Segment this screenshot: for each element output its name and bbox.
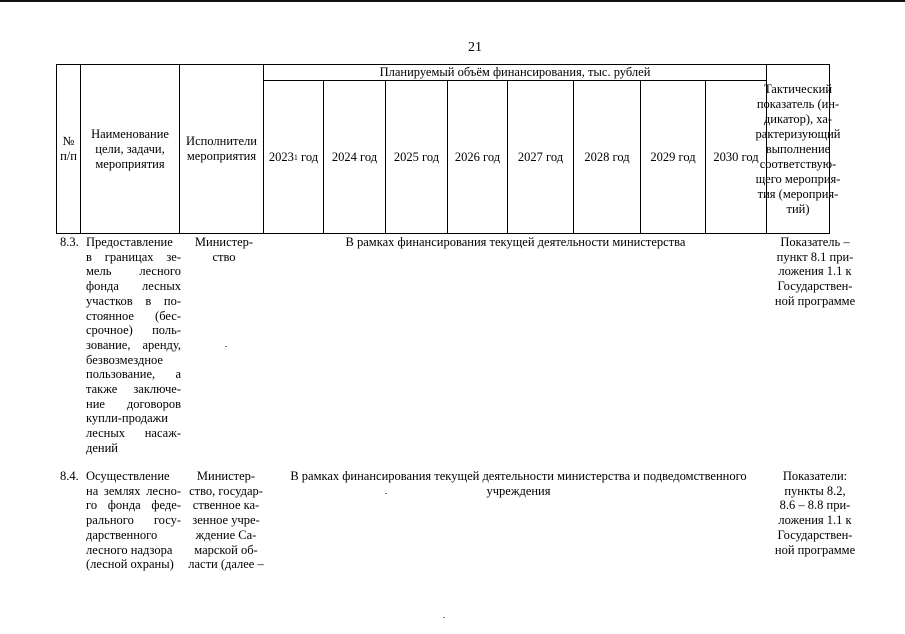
header-num: № п/п	[57, 65, 81, 233]
year-2023-suffix: год	[297, 149, 319, 164]
name-line: лесного надзора	[86, 542, 173, 557]
name-line: безвозмездное	[86, 352, 163, 367]
name-line: зование, аренду,	[86, 337, 181, 352]
header-indicator: Тактический показатель (ин- дикатор), ха- рактеризующий выполнение соответствую- щего мероприя- тия (мероприя- тий)	[755, 81, 841, 216]
scan-speck	[385, 493, 387, 494]
financing-line: учреждения	[486, 483, 551, 498]
executor-line: ство, государ-	[189, 483, 263, 498]
header-year-2028: 2028 год	[574, 81, 641, 233]
row-8-3-indicator	[770, 235, 860, 309]
row-8-3-executors	[184, 235, 264, 264]
indicator-line: Государствен-	[777, 279, 853, 294]
indicator-line: Государствен-	[777, 527, 853, 542]
financing-line: В рамках финансирования текущей деятельности министерства и подведомственного	[290, 469, 747, 483]
row-8-4-executors	[184, 469, 268, 572]
name-line: го фонда феде-	[86, 498, 181, 513]
name-line: на землях лесно-	[86, 483, 181, 498]
row-8-3-financing: В рамках финансирования текущей деятельности министерства	[345, 235, 686, 249]
name-line: в границах зе-	[86, 249, 181, 264]
header-plan-title: Планируемый объём финансирования, тыс. рублей	[264, 65, 767, 81]
row-8-4-name	[86, 469, 181, 572]
indicator-line: 8.6 – 8.8 при-	[779, 498, 851, 513]
executor-line: ство	[212, 249, 236, 264]
name-line: пользование, а	[86, 367, 181, 382]
row-8-4-financing	[270, 469, 767, 498]
table-header	[56, 64, 841, 234]
executor-line: Министер-	[194, 235, 254, 249]
executor-line: зенное учре-	[192, 513, 260, 528]
header-executors: Исполнители мероприятия	[180, 65, 264, 233]
executor-line: Министер-	[196, 469, 256, 483]
name-line: фонда лесных	[86, 279, 181, 294]
name-line: лесных насаж-	[86, 426, 181, 441]
name-line: рального госу-	[86, 513, 181, 528]
name-line: срочное) поль-	[86, 323, 181, 338]
name-line: стоянное (бес-	[86, 308, 181, 323]
indicator-line: пункты 8.2,	[784, 483, 846, 498]
header-year-2025: 2025 год	[386, 81, 448, 233]
row-8-3-num: 8.3.	[60, 235, 79, 249]
name-line: участков в по-	[86, 293, 181, 308]
row-8-4-num: 8.4.	[60, 469, 79, 483]
indicator-line: Показатель –	[780, 235, 850, 249]
top-border-line	[0, 0, 905, 2]
indicator-line: пункт 8.1 при-	[776, 249, 854, 264]
name-line: ние договоров	[86, 396, 181, 411]
header-year-2027: 2027 год	[508, 81, 574, 233]
header-name: Наименование цели, задачи, мероприятия	[81, 65, 180, 233]
name-line: Предоставление	[86, 235, 173, 249]
indicator-line: ложения 1.1 к	[778, 264, 852, 279]
executor-line: марской об-	[194, 542, 258, 557]
year-2023-label: 2023	[268, 149, 294, 164]
name-line: дарственного	[86, 527, 158, 542]
page-number: 21	[468, 40, 482, 55]
indicator-line: Показатели:	[782, 469, 848, 483]
name-line: (лесной охраны)	[86, 557, 174, 572]
executor-line: ственное ка-	[192, 498, 260, 513]
indicator-line: ной программе	[774, 542, 856, 557]
header-year-2024: 2024 год	[324, 81, 386, 233]
row-8-4-indicator	[770, 469, 860, 557]
header-year-2029: 2029 год	[641, 81, 706, 233]
year-2023-footnote: 1	[293, 152, 298, 162]
indicator-line: ной программе	[774, 293, 856, 308]
header-year-2026: 2026 год	[448, 81, 508, 233]
scan-speck	[443, 617, 445, 618]
name-line: также заключе-	[86, 382, 181, 397]
scan-speck	[225, 346, 227, 347]
name-line: купли-продажи	[86, 411, 168, 426]
executor-line: ласти (далее –	[188, 557, 264, 572]
name-line: мель лесного	[86, 264, 181, 279]
row-8-3-name	[86, 235, 181, 456]
name-line: дений	[86, 440, 118, 455]
executor-line: ждение Са-	[195, 527, 257, 542]
indicator-line: ложения 1.1 к	[778, 513, 852, 528]
header-year-2023	[264, 81, 324, 233]
header-year-2030: 2030 год	[706, 81, 767, 233]
name-line: Осуществление	[86, 469, 170, 483]
